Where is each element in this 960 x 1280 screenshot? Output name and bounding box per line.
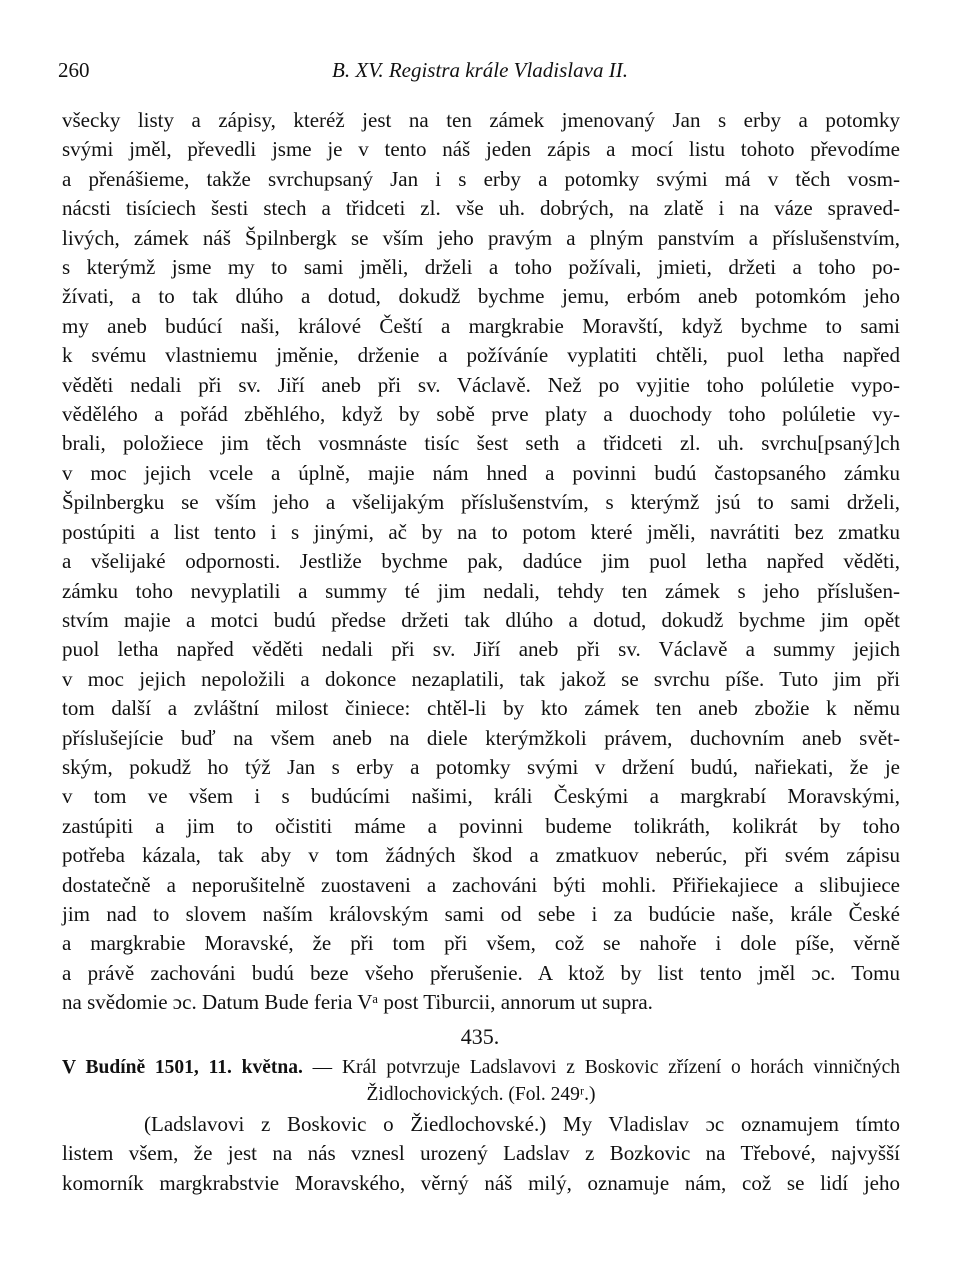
regest-line: Židlochovických. (Fol. 249ʳ.) [366, 1084, 596, 1105]
continued-document-text [62, 106, 900, 1018]
document-text [62, 1110, 900, 1198]
text-line: věděti nedali při sv. Jiří aneb při sv. Václavě. Než po vyjitie toho polúletie vypo- [62, 372, 900, 397]
text-line: s kterýmž jsme my to sami jměli, drželi a toho požívali, jmieti, držeti a toho po- [62, 255, 900, 280]
text-line: a všelijaké odpornosti. Jestliže bychme pak, dadúce jim puol letha napřed věděti, [62, 549, 900, 574]
text-line: a přenášieme, takže svrchupsaný Jan i s erby a potomky svými má v těch vosm- [62, 166, 900, 191]
running-head: B. XV. Registra krále Vladislava II. [332, 58, 628, 82]
text-line: postúpiti a list tento i s jinými, ač by na to potom které jměli, navrátiti bez zmatku [62, 519, 900, 544]
text-line: v moc jejich vcele a úplně, majie nám hned a povinni budú častopsaného zámku [62, 460, 900, 485]
text-line: v tom ve všem i s budúcími našimi, králi Českými a margkrabí Moravskými, [62, 784, 900, 809]
text-line: (Ladslavovi z Boskovic o Žiedlochovské.) My Vladislav ɔc oznamujem tímto [144, 1112, 900, 1136]
text-line: stvím majie a motci budú předse držeti tak dlúho a dotud, dokudž bychme jim opět [62, 607, 900, 632]
page-header [58, 58, 902, 92]
text-line: a právě zachováni budú beze všeho přerušenie. A ktož by list tento jměl ɔc. Tomu [62, 960, 900, 985]
regest-summary: — Král potvrzuje Ladslavovi z Boskovic zřízení o horách vinničných [302, 1057, 901, 1078]
document-number: 435. [460, 1024, 500, 1049]
text-line: žívati, a to tak dlúho a dotud, dokudž bychme jemu, erbóm aneb potomkóm jeho [62, 284, 900, 309]
text-line: a margkrabie Moravské, že při tom při všem, což se nahoře i dole píše, věrně [62, 931, 900, 956]
page-number: 260 [58, 58, 90, 82]
text-line: potřeba kázala, tak aby v tom žádných škod a zmatkuov neberúc, při svém zápisu [62, 843, 900, 868]
text-line: komorník margkrabstvie Moravského, věrný náš milý, oznamuje nám, což se lidí jeho [62, 1170, 900, 1195]
text-line: puol letha napřed věděti nedali při sv. Jiří aneb při sv. Václavě a summy jejich [62, 637, 900, 662]
text-line: všecky listy a zápisy, kteréž jest na ten zámek jmenovaný Jan s erby a potomky [62, 108, 900, 132]
text-line: zastúpiti a jim to očistiti máme a povinni budeme tolikráth, kolikrát by toho [62, 813, 900, 838]
text-line: zámku toho nevyplatili a summy té jim nedali, tehdy ten zámek s jeho příslušen- [62, 578, 900, 603]
text-line: tom další a zvláštní milost činiece: chtěl-li by kto zámek ten aneb zbožie k němu [62, 696, 900, 721]
text-line: dostatečně a neporušitelně zuostaveni a zachováni býti mohli. Přiřiekajiece a slibujiece [62, 872, 900, 897]
text-line: k svému vlastniemu jměnie, drženie a požíváníe vyplatiti chtěli, puol letha napřed [62, 343, 900, 368]
text-line: livých, zámek náš Špilnbergk se vším jeho pravým a plným panstvím a příslušenstvím, [62, 225, 900, 250]
text-line: Špilnbergku se vším jeho a všelijakým příslušenstvím, s kterýmž jsú to sami drželi, [62, 490, 900, 515]
text-line: brali, položiece jim těch vosmnáste tisíc šest seth a třidceti zl. uh. svrchu[psaný]ch [62, 431, 900, 456]
text-line: nácsti tisíciech šesti stech a třidceti zl. vše uh. dobrých, na zlatě i na váze spraved- [62, 196, 900, 221]
text-line: vědělého a pořád zběhlého, když by sobě prve platy a duochody toho polúletie vy- [62, 402, 900, 427]
regest-line [62, 1054, 900, 1081]
text-line: na svědomie ɔc. Datum Bude feria Vᵃ post Tiburcii, annorum ut supra. [62, 990, 653, 1015]
text-line: jim nad to slovem naším královským sami od sebe i za budúcie naše, krále České [62, 901, 900, 926]
text-line: svými jměl, převedli jsme je v tento náš jeden zápis a mocí listu tohoto převodíme [62, 137, 900, 162]
document-regest [62, 1054, 900, 1108]
text-line: listem všem, že jest na nás vznesl urozený Ladslav z Bozkovic na Třebové, najvyšší [62, 1141, 900, 1166]
text-line: v moc jejich nepoložili a dokonce nezaplatili, tak jakož se svrchu píše. Tuto jim při [62, 666, 900, 691]
text-line: my aneb budúcí naši, králové Čeští a margkrabie Moravští, když bychme to sami [62, 313, 900, 338]
text-line: ským, pokudž ho týž Jan s erby a potomky svými v držení budú, nařiekati, že je [62, 754, 900, 779]
text-line: příslušejície buď na všem aneb na diele kterýmžkoli právem, duchovním aneb svět- [62, 725, 900, 750]
regest-date-place: V Budíně 1501, 11. května. [62, 1057, 303, 1078]
